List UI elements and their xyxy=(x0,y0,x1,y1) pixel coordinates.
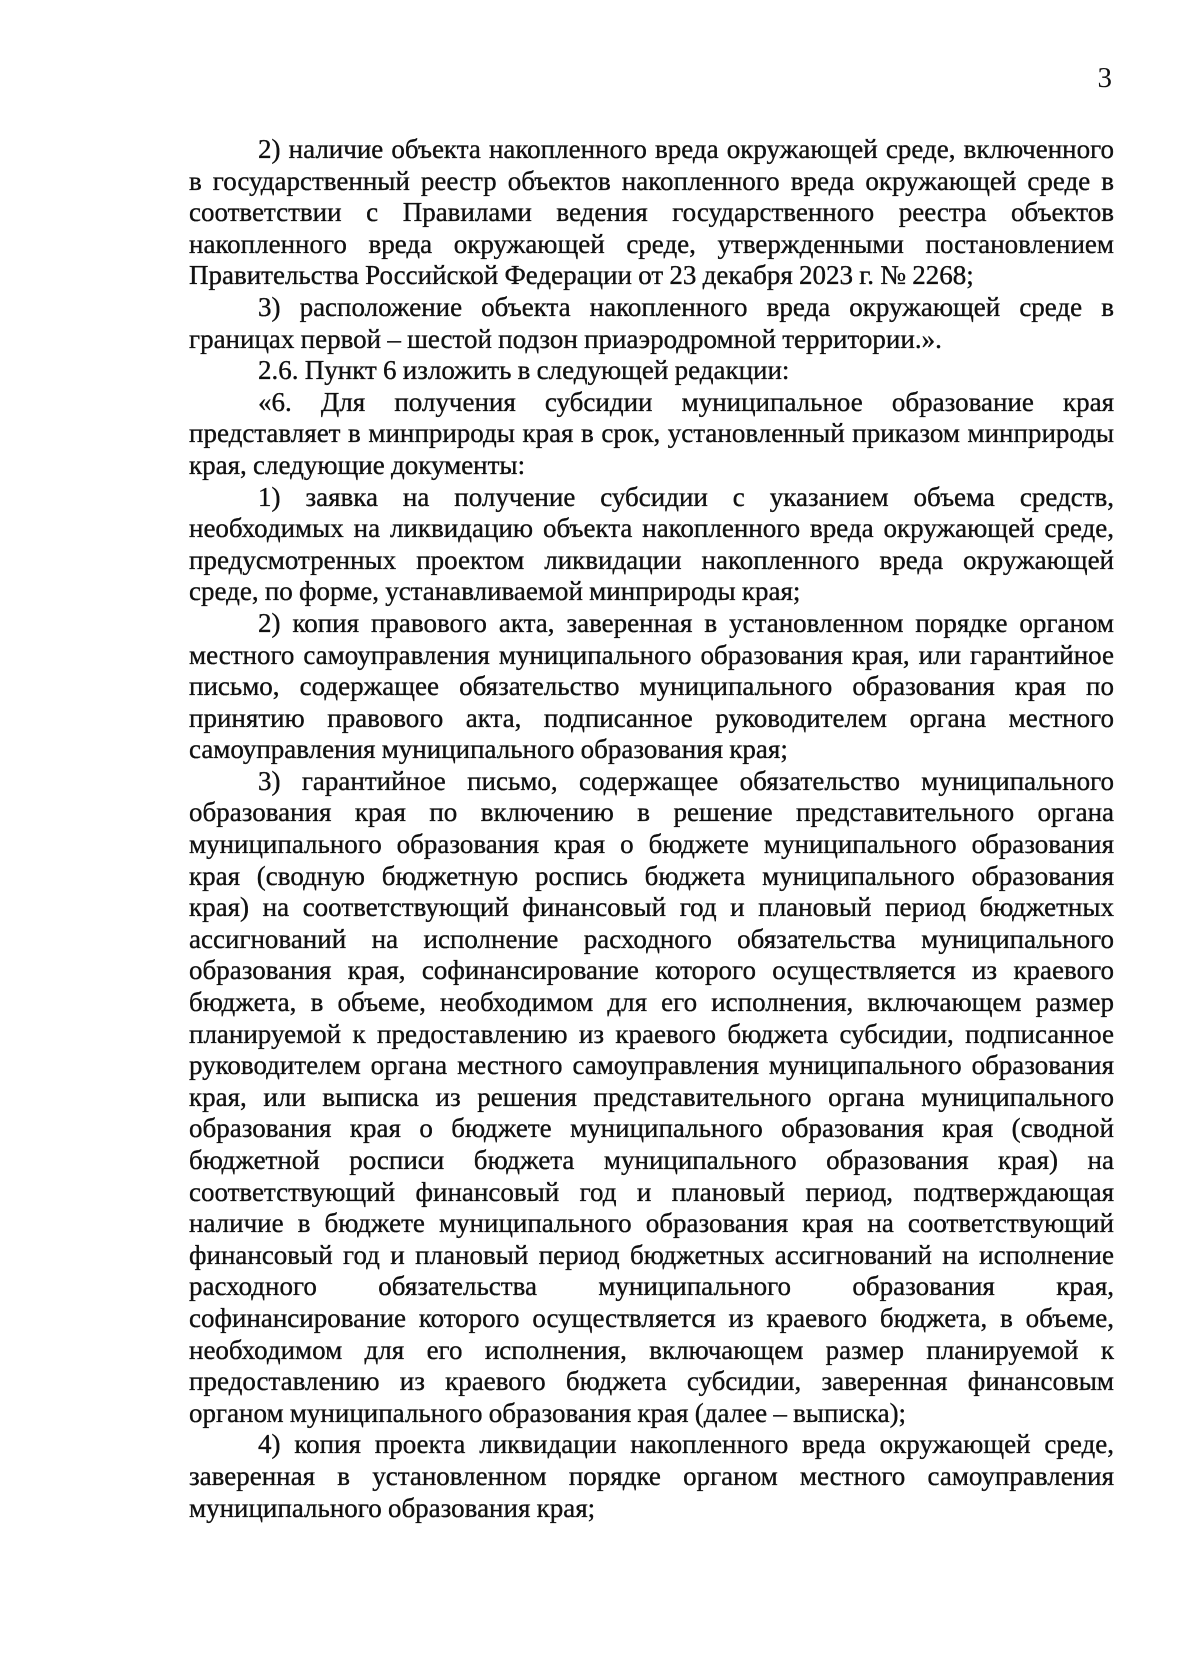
paragraph-item-2: 2) наличие объекта накопленного вреда окружающей среде, включенного в государственный реестр объектов накопленного вреда окружающей среде в соответствии с Правилами ведения государственного реестра объектов накопленного вреда окружающей среде, утвержденными постановлением Правительства Российской Федерации от 23 декабря 2023 г. № 2268; xyxy=(189,134,1114,291)
document-body xyxy=(189,134,1114,1524)
paragraph-document-4: 4) копия проекта ликвидации накопленного вреда окружающей среде, заверенная в установленном порядке органом местного самоуправления муниципального образования края; xyxy=(189,1429,1114,1523)
paragraph-2-6-heading: 2.6. Пункт 6 изложить в следующей редакции: xyxy=(258,355,790,386)
page-number: 3 xyxy=(1097,62,1112,94)
paragraph-item-3: 3) расположение объекта накопленного вреда окружающей среде в границах первой – шестой подзон приаэродромной территории.». xyxy=(189,291,1114,354)
paragraph-point-6-intro: «6. Для получения субсидии муниципальное образование края представляет в минприроды края в срок, установленный приказом минприроды края, следующие документы: xyxy=(189,386,1114,480)
paragraph-document-1: 1) заявка на получение субсидии с указанием объема средств, необходимых на ликвидацию объекта накопленного вреда окружающей среде, предусмотренных проектом ликвидации накопленного вреда окружающей среде, по форме, устанавливаемой минприроды края; xyxy=(189,481,1114,607)
paragraph-document-3: 3) гарантийное письмо, содержащее обязательство муниципального образования края по включению в решение представительного органа муниципального образования края о бюджете муниципального образования края (сводную бюджетную роспись бюджета муниципального образования края) на соответствующий финансовый год и плановый период бюджетных ассигнований на исполнение расходного обязательства муниципального образования края, софинансирование которого осуществляется из краевого бюджета, в объеме, необходимом для его исполнения, включающем размер планируемой к предоставлению из краевого бюджета субсидии, подписанное руководителем органа местного самоуправления муниципального образования края, или выписка из решения представительного органа муниципального образования края о бюджете муниципального образования края (сводной бюджетной росписи бюджета муниципального образования края) на соответствующий финансовый год и плановый период, подтверждающая наличие в бюджете муниципального образования края на соответствующий финансовый год и плановый период бюджетных ассигнований на исполнение расходного обязательства муниципального образования края, софинансирование которого осуществляется из краевого бюджета, в объеме, необходимом для его исполнения, включающем размер планируемой к предоставлению из краевого бюджета субсидии, заверенная финансовым органом муниципального образования края (далее – выписка); xyxy=(189,765,1114,1428)
paragraph-document-2: 2) копия правового акта, заверенная в установленном порядке органом местного самоуправления муниципального образования края, или гарантийное письмо, содержащее обязательство муниципального образования края по принятию правового акта, подписанное руководителем органа местного самоуправления муниципального образования края; xyxy=(189,607,1114,765)
